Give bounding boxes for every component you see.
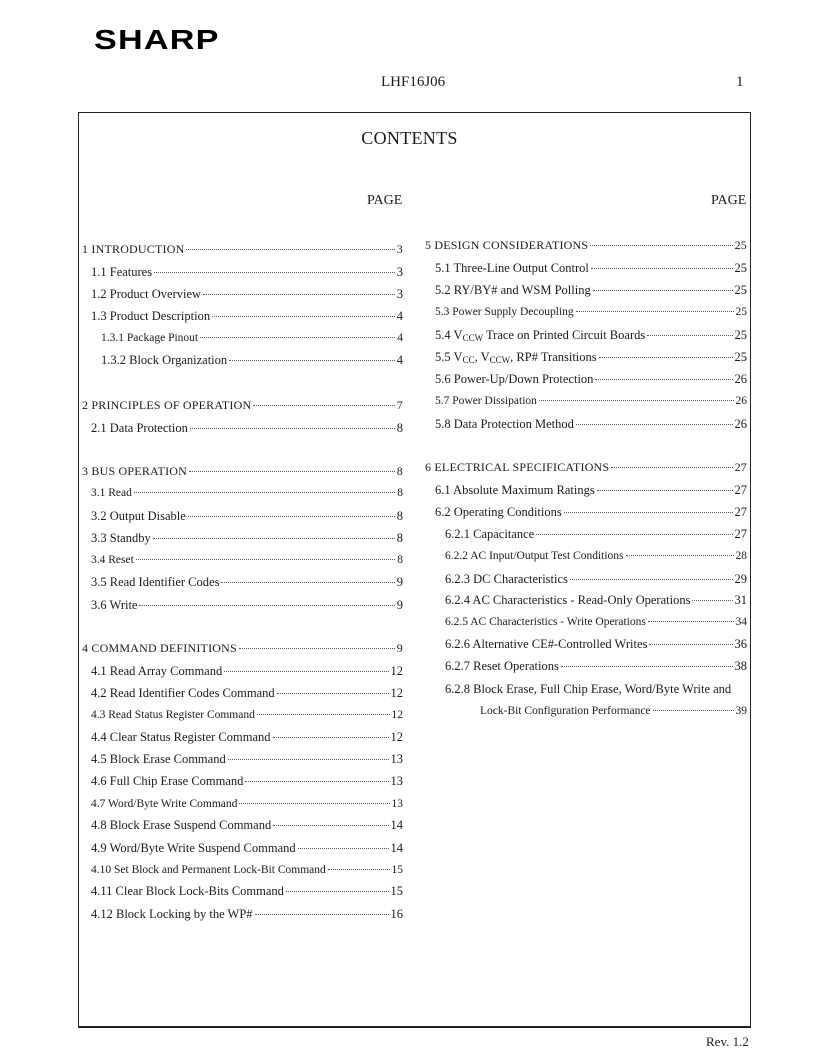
toc-entry-label bbox=[445, 636, 647, 652]
toc-entry[interactable] bbox=[445, 636, 747, 652]
toc-entry-label bbox=[435, 371, 593, 387]
toc-entry[interactable] bbox=[82, 397, 403, 413]
toc-entry-label bbox=[91, 773, 243, 789]
toc-entry-page: 4 bbox=[397, 332, 403, 344]
toc-entry-page: 12 bbox=[391, 709, 403, 721]
dot-leader bbox=[257, 713, 390, 715]
label-part: 3.4 Reset bbox=[91, 554, 134, 566]
toc-entry-page: 8 bbox=[396, 509, 403, 523]
toc-entry[interactable] bbox=[435, 416, 747, 432]
dot-leader bbox=[653, 709, 734, 711]
document-id: LHF16J06 bbox=[381, 74, 446, 90]
toc-entry-label bbox=[445, 614, 646, 630]
dot-leader bbox=[536, 533, 732, 535]
dot-leader bbox=[576, 310, 734, 312]
dot-leader bbox=[570, 578, 733, 580]
toc-entry-label bbox=[91, 574, 219, 590]
toc-entry-page: 3 bbox=[396, 287, 403, 301]
label-part: 4 COMMAND DEFINITIONS bbox=[82, 641, 237, 655]
dot-leader bbox=[591, 267, 733, 269]
toc-entry-page: 25 bbox=[734, 328, 747, 342]
toc-entry-label bbox=[91, 707, 255, 723]
dot-leader bbox=[576, 423, 733, 425]
toc-entry-page: 9 bbox=[396, 575, 403, 589]
left-column-page-heading: PAGE bbox=[367, 193, 403, 208]
toc-entry-page: 27 bbox=[734, 483, 747, 497]
toc-entry-page: 15 bbox=[391, 864, 403, 876]
toc-entry-label bbox=[82, 397, 251, 413]
toc-entry[interactable] bbox=[91, 663, 403, 679]
toc-entry[interactable] bbox=[82, 640, 403, 656]
toc-entry[interactable] bbox=[91, 729, 403, 745]
dot-leader bbox=[597, 489, 733, 491]
toc-entry-page: 26 bbox=[735, 395, 747, 407]
toc-entry-page: 4 bbox=[396, 353, 403, 367]
toc-entry[interactable] bbox=[445, 614, 747, 630]
toc-entry[interactable] bbox=[91, 906, 403, 922]
toc-entry-page: 27 bbox=[734, 460, 747, 474]
label-part: 3.1 Read bbox=[91, 487, 132, 499]
toc-entry[interactable] bbox=[91, 308, 403, 324]
toc-entry[interactable] bbox=[435, 349, 747, 365]
label-part: 4.8 Block Erase Suspend Command bbox=[91, 818, 272, 832]
toc-entry[interactable] bbox=[101, 330, 403, 346]
label-part: 3.5 Read Identifier Codes bbox=[91, 575, 220, 589]
label-part: 4.7 Word/Byte Write Command bbox=[91, 798, 238, 810]
dot-leader bbox=[273, 736, 389, 738]
label-part: 5.7 Power Dissipation bbox=[435, 395, 537, 407]
label-part: 6.2.7 Reset Operations bbox=[445, 659, 559, 673]
label-part: 5.5 V bbox=[435, 350, 463, 364]
toc-entry[interactable] bbox=[91, 862, 403, 878]
toc-entry-page: 31 bbox=[734, 593, 747, 607]
page-number: 1 bbox=[736, 74, 744, 90]
dot-leader bbox=[186, 248, 394, 250]
toc-entry[interactable] bbox=[91, 597, 403, 613]
label-part: 5.4 V bbox=[435, 328, 463, 342]
dot-leader bbox=[564, 511, 733, 513]
toc-entry[interactable] bbox=[91, 508, 403, 524]
label-part: 4.3 Read Status Register Command bbox=[91, 709, 255, 721]
toc-entry[interactable] bbox=[91, 840, 403, 856]
dot-leader bbox=[154, 271, 395, 273]
toc-entry-label bbox=[445, 571, 568, 587]
label-part: 5.6 Power-Up/Down Protection bbox=[435, 372, 594, 386]
label-part: 6.2.5 AC Characteristics - Write Operations bbox=[445, 616, 646, 628]
dot-leader bbox=[277, 692, 389, 694]
dot-leader bbox=[599, 356, 733, 358]
label-part: 6.2.8 Block Erase, Full Chip Erase, Word/Byte Write and bbox=[445, 682, 732, 696]
toc-entry-page: 8 bbox=[396, 464, 403, 478]
toc-entry-page: 27 bbox=[734, 527, 747, 541]
toc-entry-label bbox=[435, 482, 595, 498]
label-part: 3 BUS OPERATION bbox=[82, 464, 188, 478]
toc-entry-page: 34 bbox=[735, 616, 747, 628]
contents-title: CONTENTS bbox=[361, 128, 458, 148]
toc-entry-page: 14 bbox=[390, 818, 403, 832]
toc-entry-page: 14 bbox=[390, 841, 403, 855]
toc-entry[interactable] bbox=[91, 530, 403, 546]
label-part: Trace on Printed Circuit Boards bbox=[483, 328, 646, 342]
toc-entry[interactable] bbox=[91, 707, 403, 723]
toc-entry-page: 25 bbox=[734, 261, 747, 275]
toc-entry-page: 12 bbox=[390, 686, 403, 700]
toc-entry-page: 25 bbox=[734, 238, 747, 252]
toc-entry-label bbox=[91, 906, 253, 922]
label-part: 5.3 Power Supply Decoupling bbox=[435, 306, 574, 318]
label-part: 4.11 Clear Block Lock-Bits Command bbox=[91, 884, 284, 898]
dot-leader bbox=[190, 427, 395, 429]
label-part: 1 INTRODUCTION bbox=[82, 242, 185, 256]
toc-entry-page: 12 bbox=[390, 664, 403, 678]
revision-label: Rev. 1.2 bbox=[706, 1034, 749, 1049]
dot-leader bbox=[203, 293, 395, 295]
toc-entry-label bbox=[445, 548, 624, 564]
dot-leader bbox=[136, 558, 395, 560]
dot-leader bbox=[224, 670, 388, 672]
toc-entry-label bbox=[91, 485, 132, 501]
label-part: 3.2 Output Disable bbox=[91, 509, 186, 523]
dot-leader bbox=[649, 643, 732, 645]
toc-entry[interactable] bbox=[425, 237, 747, 253]
label-part: 1.3.1 Package Pinout bbox=[101, 332, 199, 344]
toc-entry-label bbox=[101, 330, 198, 346]
toc-entry[interactable] bbox=[435, 393, 747, 409]
dot-leader bbox=[593, 289, 733, 291]
toc-entry-page: 39 bbox=[735, 705, 747, 717]
dot-leader bbox=[200, 336, 395, 338]
label-part: 6.2.1 Capacitance bbox=[445, 527, 535, 541]
dot-leader bbox=[255, 913, 389, 915]
toc-entry[interactable] bbox=[91, 420, 403, 436]
dot-leader bbox=[626, 554, 734, 556]
toc-entry[interactable] bbox=[91, 485, 403, 501]
toc-entry-label bbox=[101, 352, 227, 368]
label-part: 5.1 Three-Line Output Control bbox=[435, 261, 589, 275]
toc-entry-page: 36 bbox=[734, 637, 747, 651]
dot-leader bbox=[253, 404, 394, 406]
label-part: 6 ELECTRICAL SPECIFICATIONS bbox=[425, 460, 610, 474]
toc-entry-label bbox=[91, 817, 271, 833]
toc-entry-label bbox=[435, 349, 597, 365]
toc-entry-label bbox=[435, 504, 562, 520]
toc-entry-label bbox=[425, 459, 609, 475]
dot-leader bbox=[153, 537, 395, 539]
toc-entry-label bbox=[91, 530, 151, 546]
toc-entry-page: 13 bbox=[390, 774, 403, 788]
toc-entry-label bbox=[82, 640, 237, 656]
toc-entry[interactable] bbox=[435, 327, 747, 343]
toc-entry-label bbox=[82, 463, 187, 479]
toc-entry-page: 9 bbox=[396, 598, 403, 612]
toc-entry-page: 25 bbox=[735, 306, 747, 318]
toc-entry-label bbox=[435, 282, 591, 298]
label-part: 4.6 Full Chip Erase Command bbox=[91, 774, 244, 788]
dot-leader bbox=[139, 604, 394, 606]
toc-entry-label bbox=[91, 597, 137, 613]
label-part: 4.12 Block Locking by the WP# bbox=[91, 907, 253, 921]
dot-leader bbox=[189, 470, 395, 472]
toc-entry[interactable] bbox=[91, 286, 403, 302]
toc-entry[interactable] bbox=[445, 571, 747, 587]
toc-entry-page: 7 bbox=[396, 398, 403, 412]
label-part: 4.5 Block Erase Command bbox=[91, 752, 226, 766]
toc-entry[interactable] bbox=[91, 574, 403, 590]
toc-entry[interactable] bbox=[91, 796, 403, 812]
toc-entry[interactable] bbox=[435, 260, 747, 276]
toc-entry-page: 25 bbox=[734, 350, 747, 364]
toc-entry[interactable] bbox=[435, 482, 747, 498]
toc-entry-page: 26 bbox=[734, 417, 747, 431]
dot-leader bbox=[239, 647, 395, 649]
toc-entry-label bbox=[91, 796, 237, 812]
label-part: , RP# Transitions bbox=[510, 350, 597, 364]
toc-entry[interactable] bbox=[435, 282, 747, 298]
toc-entry-label bbox=[435, 393, 537, 409]
dot-leader bbox=[188, 515, 395, 517]
toc-entry-label bbox=[91, 663, 222, 679]
toc-entry-label bbox=[435, 260, 589, 276]
dot-leader bbox=[298, 847, 389, 849]
toc-entry-page: 13 bbox=[390, 752, 403, 766]
dot-leader bbox=[134, 491, 395, 493]
toc-entry[interactable] bbox=[445, 548, 747, 564]
toc-entry-page: 8 bbox=[396, 531, 403, 545]
toc-entry-label bbox=[480, 703, 651, 719]
dot-leader bbox=[647, 334, 732, 336]
toc-entry[interactable] bbox=[435, 504, 747, 520]
toc-entry-page: 28 bbox=[735, 550, 747, 562]
label-part: 5.2 RY/BY# and WSM Polling bbox=[435, 283, 591, 297]
toc-entry-label bbox=[435, 416, 574, 432]
toc-entry[interactable] bbox=[445, 592, 747, 608]
toc-entry[interactable] bbox=[445, 681, 747, 697]
sharp-logo: SHARP bbox=[94, 24, 220, 55]
toc-entry[interactable] bbox=[445, 658, 747, 674]
toc-entry-page: 12 bbox=[390, 730, 403, 744]
toc-entry-page: 3 bbox=[396, 265, 403, 279]
label-part: 3.6 Write bbox=[91, 598, 138, 612]
label-part: 6.1 Absolute Maximum Ratings bbox=[435, 483, 595, 497]
toc-entry-label bbox=[91, 883, 284, 899]
toc-entry-label bbox=[445, 592, 690, 608]
label-part: 6.2.2 AC Input/Output Test Conditions bbox=[445, 550, 624, 562]
toc-entry-label bbox=[91, 862, 326, 878]
toc-entry-label bbox=[91, 685, 275, 701]
right-column-page-heading: PAGE bbox=[711, 193, 747, 208]
toc-entry-label bbox=[435, 327, 645, 343]
label-part: 6.2 Operating Conditions bbox=[435, 505, 562, 519]
toc-entry-label bbox=[425, 237, 588, 253]
label-part: 5.8 Data Protection Method bbox=[435, 417, 574, 431]
toc-entry-label bbox=[435, 304, 574, 320]
toc-entry-label bbox=[82, 241, 184, 257]
toc-entry-page: 26 bbox=[734, 372, 747, 386]
label-part: 6.2.4 AC Characteristics - Read-Only Operations bbox=[445, 593, 691, 607]
label-part: 2.1 Data Protection bbox=[91, 421, 188, 435]
toc-entry-label bbox=[91, 286, 201, 302]
label-part: 1.3.2 Block Organization bbox=[101, 353, 228, 367]
subscript: CC bbox=[462, 355, 475, 365]
toc-entry-label bbox=[445, 681, 731, 697]
toc-entry[interactable] bbox=[445, 526, 747, 542]
toc-entry[interactable] bbox=[91, 264, 403, 280]
toc-entry[interactable] bbox=[91, 751, 403, 767]
toc-entry-label bbox=[91, 729, 271, 745]
toc-entry-page: 4 bbox=[396, 309, 403, 323]
label-part: , V bbox=[474, 350, 490, 364]
toc-entry[interactable] bbox=[91, 883, 403, 899]
toc-entry-page: 8 bbox=[397, 487, 403, 499]
toc-entry-page: 38 bbox=[734, 659, 747, 673]
label-part: 6.2.6 Alternative CE#-Controlled Writes bbox=[445, 637, 648, 651]
toc-entry[interactable] bbox=[82, 241, 403, 257]
dot-leader bbox=[561, 665, 733, 667]
dot-leader bbox=[221, 581, 394, 583]
dot-leader bbox=[590, 244, 732, 246]
toc-entry[interactable] bbox=[435, 304, 747, 320]
toc-entry[interactable] bbox=[101, 352, 403, 368]
dot-leader bbox=[273, 824, 388, 826]
subscript: CCW bbox=[489, 355, 511, 365]
dot-leader bbox=[539, 399, 734, 401]
toc-entry-page: 27 bbox=[734, 505, 747, 519]
toc-entry[interactable] bbox=[91, 773, 403, 789]
toc-entry-label bbox=[91, 751, 226, 767]
toc-entry[interactable] bbox=[82, 463, 403, 479]
toc-entry-label bbox=[445, 526, 534, 542]
label-part: 4.1 Read Array Command bbox=[91, 664, 223, 678]
toc-entry[interactable] bbox=[425, 459, 747, 475]
dot-leader bbox=[229, 359, 395, 361]
dot-leader bbox=[245, 780, 388, 782]
toc-entry[interactable] bbox=[480, 703, 747, 719]
label-part: 4.2 Read Identifier Codes Command bbox=[91, 686, 275, 700]
toc-entry-page: 25 bbox=[734, 283, 747, 297]
toc-entry-page: 29 bbox=[734, 572, 747, 586]
dot-leader bbox=[228, 758, 389, 760]
label-part: 3.3 Standby bbox=[91, 531, 151, 545]
dot-leader bbox=[648, 620, 734, 622]
toc-entry-page: 16 bbox=[390, 907, 403, 921]
toc-entry-label bbox=[445, 658, 559, 674]
dot-leader bbox=[595, 378, 732, 380]
toc-entry-page: 13 bbox=[391, 798, 403, 810]
toc-entry-page: 3 bbox=[396, 242, 403, 256]
dot-leader bbox=[611, 466, 732, 468]
label-part: 2 PRINCIPLES OF OPERATION bbox=[82, 398, 252, 412]
label-part: 1.1 Features bbox=[91, 265, 153, 279]
label-part: 4.10 Set Block and Permanent Lock-Bit Command bbox=[91, 864, 326, 876]
dot-leader bbox=[286, 890, 389, 892]
label-part: Lock-Bit Configuration Performance bbox=[480, 705, 651, 717]
subscript: CCW bbox=[462, 333, 484, 343]
toc-entry-label bbox=[91, 264, 152, 280]
toc-entry-label bbox=[91, 508, 186, 524]
label-part: 5 DESIGN CONSIDERATIONS bbox=[425, 238, 589, 252]
label-part: 4.4 Clear Status Register Command bbox=[91, 730, 271, 744]
toc-entry-page: 15 bbox=[390, 884, 403, 898]
dot-leader bbox=[692, 599, 732, 601]
toc-entry[interactable] bbox=[435, 371, 747, 387]
label-part: 1.3 Product Description bbox=[91, 309, 211, 323]
dot-leader bbox=[212, 315, 395, 317]
toc-entry-label bbox=[91, 308, 210, 324]
toc-entry-page: 8 bbox=[396, 421, 403, 435]
toc-entry[interactable] bbox=[91, 817, 403, 833]
toc-entry[interactable] bbox=[91, 552, 403, 568]
label-part: 1.2 Product Overview bbox=[91, 287, 202, 301]
toc-entry[interactable] bbox=[91, 685, 403, 701]
toc-entry-page: 8 bbox=[397, 554, 403, 566]
label-part: 6.2.3 DC Characteristics bbox=[445, 572, 568, 586]
toc-entry-label bbox=[91, 552, 134, 568]
toc-entry-label bbox=[91, 420, 188, 436]
toc-entry-page: 9 bbox=[396, 641, 403, 655]
dot-leader bbox=[328, 868, 390, 870]
label-part: 4.9 Word/Byte Write Suspend Command bbox=[91, 841, 296, 855]
dot-leader bbox=[239, 802, 389, 804]
toc-entry-label bbox=[91, 840, 296, 856]
